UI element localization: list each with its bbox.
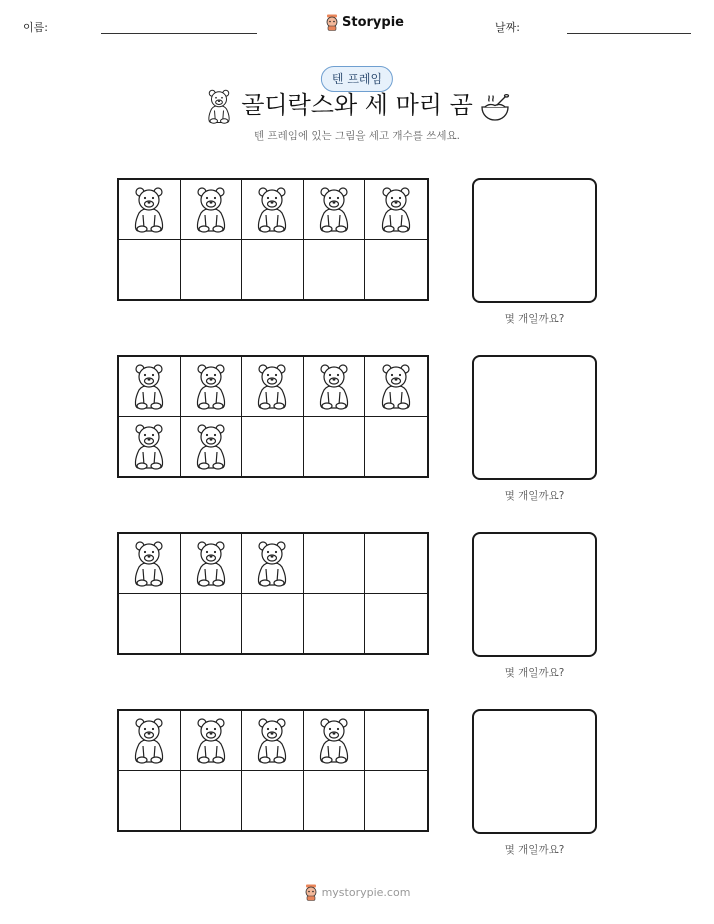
bear-icon (252, 185, 292, 233)
question-label: 몇 개일까요? (504, 844, 565, 856)
ten-frame-cell (365, 594, 427, 654)
ten-frame-cell (181, 180, 243, 240)
instructions: 텐 프레임에 있는 그림을 세고 개수를 쓰세요. (254, 130, 460, 142)
storypie-mascot-icon (325, 14, 339, 31)
bear-icon (129, 716, 169, 764)
answer-box[interactable] (472, 178, 597, 303)
ten-frame-cell (119, 594, 181, 654)
ten-frame-cell (304, 417, 366, 477)
bear-icon (191, 422, 231, 470)
ten-frame-cell (181, 417, 243, 477)
ten-frame (117, 355, 429, 478)
ten-frame-cell (365, 711, 427, 771)
bear-icon (252, 362, 292, 410)
ten-frame (117, 709, 429, 832)
question-label: 몇 개일까요? (504, 667, 565, 679)
name-field-line[interactable] (101, 33, 257, 34)
bear-icon (191, 716, 231, 764)
date-field-line[interactable] (567, 33, 691, 34)
ten-frame-cell (181, 771, 243, 831)
footer (0, 884, 714, 901)
ten-frame-cell (119, 417, 181, 477)
ten-frame-cell (242, 594, 304, 654)
page-title: 골디락스와 세 마리 곰 (241, 91, 473, 119)
bear-icon (191, 362, 231, 410)
bear-icon (191, 185, 231, 233)
ten-frame-cell (242, 534, 304, 594)
ten-frame-cell (365, 357, 427, 417)
footer-url[interactable]: mystorypie.com (321, 886, 411, 899)
ten-frame-cell (304, 357, 366, 417)
ten-frame-cell (365, 771, 427, 831)
ten-frame-cell (242, 771, 304, 831)
ten-frame-cell (365, 240, 427, 300)
ten-frame-badge: 텐 프레임 (321, 66, 393, 92)
ten-frame-cell (242, 180, 304, 240)
ten-frame-cell (119, 771, 181, 831)
ten-frame-cell (365, 180, 427, 240)
ten-frame-cell (242, 240, 304, 300)
bear-icon (314, 716, 354, 764)
question-label: 몇 개일까요? (504, 490, 565, 502)
ten-frame-cell (304, 711, 366, 771)
ten-frame-cell (181, 594, 243, 654)
date-label: 날짜: (495, 21, 520, 34)
bear-icon (129, 422, 169, 470)
ten-frame-cell (181, 711, 243, 771)
ten-frame-cell (242, 417, 304, 477)
ten-frame-cell (242, 711, 304, 771)
ten-frame-cell (304, 534, 366, 594)
ten-frame-cell (304, 594, 366, 654)
ten-frame-cell (365, 417, 427, 477)
answer-box[interactable] (472, 709, 597, 834)
ten-frame-cell (119, 240, 181, 300)
bear-icon (314, 185, 354, 233)
brand-logo (325, 14, 404, 31)
bear-icon (191, 539, 231, 587)
ten-frame-cell (119, 180, 181, 240)
ten-frame-cell (304, 771, 366, 831)
ten-frame-cell (119, 357, 181, 417)
storypie-mascot-icon (304, 884, 318, 901)
bear-icon (252, 716, 292, 764)
bear-icon (129, 185, 169, 233)
ten-frame-cell (119, 534, 181, 594)
bear-icon (252, 539, 292, 587)
bear-icon (129, 362, 169, 410)
porridge-bowl-icon (480, 93, 510, 123)
ten-frame-cell (242, 357, 304, 417)
bear-icon (376, 362, 416, 410)
bear-icon (314, 362, 354, 410)
ten-frame-cell (304, 240, 366, 300)
answer-box[interactable] (472, 355, 597, 480)
name-label: 이름: (23, 21, 48, 34)
ten-frame-cell (119, 711, 181, 771)
question-label: 몇 개일까요? (504, 313, 565, 325)
ten-frame-cell (304, 180, 366, 240)
ten-frame (117, 178, 429, 301)
answer-box[interactable] (472, 532, 597, 657)
ten-frame (117, 532, 429, 655)
ten-frame-cell (181, 240, 243, 300)
ten-frame-cell (181, 534, 243, 594)
ten-frame-cell (365, 534, 427, 594)
ten-frame-cell (181, 357, 243, 417)
bear-icon (376, 185, 416, 233)
bear-icon (129, 539, 169, 587)
brand-name: Storypie (342, 15, 404, 30)
